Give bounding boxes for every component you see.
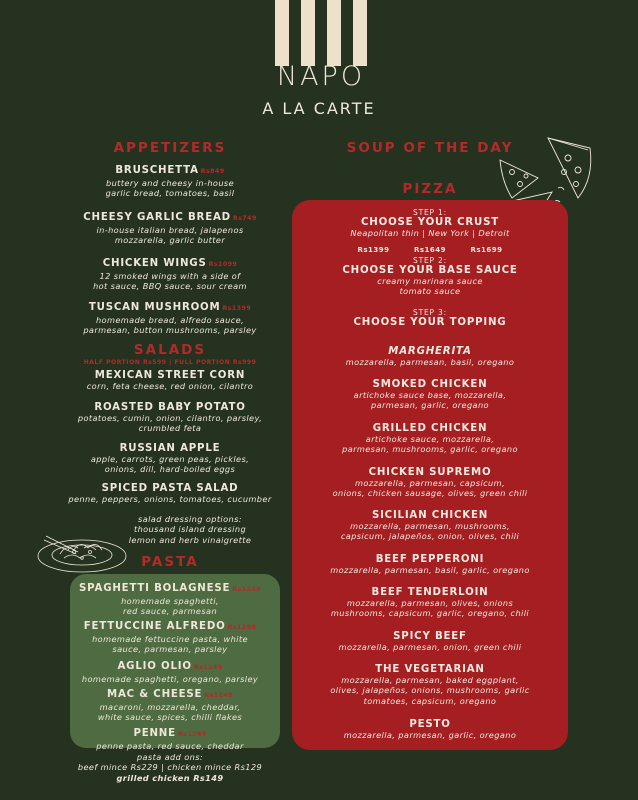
item-name: TUSCAN MUSHROOM bbox=[88, 302, 221, 313]
pasta-addons: pasta add ons: beef mince Rs229 | chicken mince Rs129 grilled chicken Rs149 bbox=[77, 752, 263, 783]
pasta-title: PASTA bbox=[141, 554, 199, 570]
menu-item: PENNE Rs1249 penne pasta, red sauce, cheddar bbox=[96, 728, 244, 751]
item-price: Rs749 bbox=[232, 215, 257, 222]
pizza-item: SPICY BEEF mozzarella, parmesan, onion, green chili bbox=[338, 631, 522, 652]
pizza-item: GRILLED CHICKEN artichoke sauce, mozzarella, parmesan, mushrooms, garlic, oregano bbox=[342, 423, 518, 455]
salad-dressing-options: salad dressing options: thousand island dressing lemon and herb vinaigrette bbox=[128, 514, 252, 545]
pizza-item: THE VEGETARIAN mozzarella, parmesan, baked eggplant, olives, jalapeños, onions, mushrooms, garlic tomatoes, capsicum, oregano bbox=[330, 664, 530, 706]
item-name: CHEESY GARLIC BREAD bbox=[83, 212, 231, 223]
item-name: FETTUCCINE ALFREDO bbox=[83, 621, 226, 632]
item-name: PENNE bbox=[133, 728, 176, 739]
pizza-item: PESTO mozzarella, parmesan, garlic, oregano bbox=[343, 719, 517, 740]
menu-item: RUSSIAN APPLE apple, carrots, green peas, pickles, onions, dill, hard-boiled eggs bbox=[50, 443, 290, 475]
item-name: BRUSCHETTA bbox=[115, 165, 199, 176]
item-name: SPICED PASTA SALAD bbox=[101, 483, 239, 494]
appetizers-title: APPETIZERS bbox=[113, 140, 227, 156]
pizza-item: BEEF TENDERLOIN mozzarella, parmesan, olives, onions mushrooms, capsicum, garlic, oregano, chili bbox=[330, 587, 530, 619]
item-price: Rs1399 bbox=[222, 305, 252, 312]
pizza-step-1: STEP 1: CHOOSE YOUR CRUST Neapolitan thin | New York | Detroit Rs1399 Rs1649 Rs1699 bbox=[350, 208, 510, 255]
menu-item: CHICKEN WINGS Rs1099 12 smoked wings with a side of hot sauce, BBQ sauce, sour cream bbox=[93, 258, 247, 292]
salads-portion-note: HALF PORTION Rs599 | FULL PORTION Rs999 bbox=[83, 359, 257, 366]
brand-logo: NAPO bbox=[276, 61, 366, 92]
page-subtitle: A LA CARTE bbox=[262, 99, 376, 118]
pizza-item: SMOKED CHICKEN artichoke sauce base, mozzarella, parmesan, garlic, oregano bbox=[353, 379, 507, 411]
item-price: Rs1249 bbox=[177, 731, 207, 738]
item-price: Rs1249 bbox=[204, 692, 233, 699]
item-name: MEXICAN STREET CORN bbox=[94, 370, 246, 381]
menu-item: ROASTED BABY POTATO potatoes, cumin, onion, cilantro, parsley, crumbled feta bbox=[50, 402, 290, 434]
menu-item: CHEESY GARLIC BREAD Rs749 in-house italian bread, jalapenos mozzarella, garlic butter bbox=[83, 212, 257, 246]
pizza-item: SICILIAN CHICKEN mozzarella, parmesan, mushrooms, capsicum, jalapeños, onion, olives, chili bbox=[340, 510, 520, 542]
menu-item: AGLIO OLIO Rs1249 homemade spaghetti, oregano, parsley bbox=[81, 661, 259, 684]
menu-item: SPAGHETTI BOLAGNESE Rs1349 homemade spaghetti, red sauce, parmesan bbox=[79, 583, 261, 617]
item-price: Rs1299 bbox=[227, 624, 257, 631]
menu-item: FETTUCCINE ALFREDO Rs1299 homemade fettuccine pasta, white sauce, parmesan, parsley bbox=[83, 621, 257, 655]
pizza-item: CHICKEN SUPREMO mozzarella, parmesan, capsicum, onions, chicken sausage, olives, green chili bbox=[332, 467, 528, 499]
pizza-item: MARGHERITA mozzarella, parmesan, basil, oregano bbox=[345, 346, 515, 367]
menu-item: TUSCAN MUSHROOM Rs1399 homemade bread, alfredo sauce, parmesan, button mushrooms, parsley bbox=[83, 302, 257, 336]
item-name: ROASTED BABY POTATO bbox=[94, 402, 246, 413]
soup-title: SOUP OF THE DAY bbox=[346, 140, 514, 156]
item-price: Rs1249 bbox=[193, 664, 223, 671]
pizza-title: PIZZA bbox=[402, 181, 458, 197]
pizza-step-2: STEP 2: CHOOSE YOUR BASE SAUCE creamy marinara sauce tomato sauce bbox=[342, 256, 518, 297]
menu-item: SPICED PASTA SALAD penne, peppers, onions, tomatoes, cucumber bbox=[50, 483, 290, 504]
item-name: SPAGHETTI BOLAGNESE bbox=[79, 583, 231, 594]
salads-title: SALADS bbox=[133, 342, 207, 358]
logo-bars bbox=[275, 0, 367, 66]
item-name: MAC & CHEESE bbox=[107, 689, 203, 700]
menu-item: MEXICAN STREET CORN corn, feta cheese, red onion, cilantro bbox=[50, 370, 290, 391]
item-price: Rs1099 bbox=[208, 261, 238, 268]
item-price: Rs849 bbox=[200, 168, 225, 175]
menu-item: BRUSCHETTA Rs849 buttery and cheesy in-house garlic bread, tomatoes, basil bbox=[105, 165, 235, 199]
pizza-item: BEEF PEPPERONI mozzarella, parmesan, basil, garlic, oregano bbox=[330, 554, 530, 575]
item-name: CHICKEN WINGS bbox=[102, 258, 207, 269]
menu-item: MAC & CHEESE Rs1249 macaroni, mozzarella, cheddar, white sauce, spices, chilli flakes bbox=[97, 689, 243, 723]
item-name: AGLIO OLIO bbox=[117, 661, 192, 672]
pizza-step-3: STEP 3: CHOOSE YOUR TOPPING bbox=[353, 308, 507, 328]
item-name: RUSSIAN APPLE bbox=[119, 443, 221, 454]
item-price: Rs1349 bbox=[232, 586, 261, 593]
